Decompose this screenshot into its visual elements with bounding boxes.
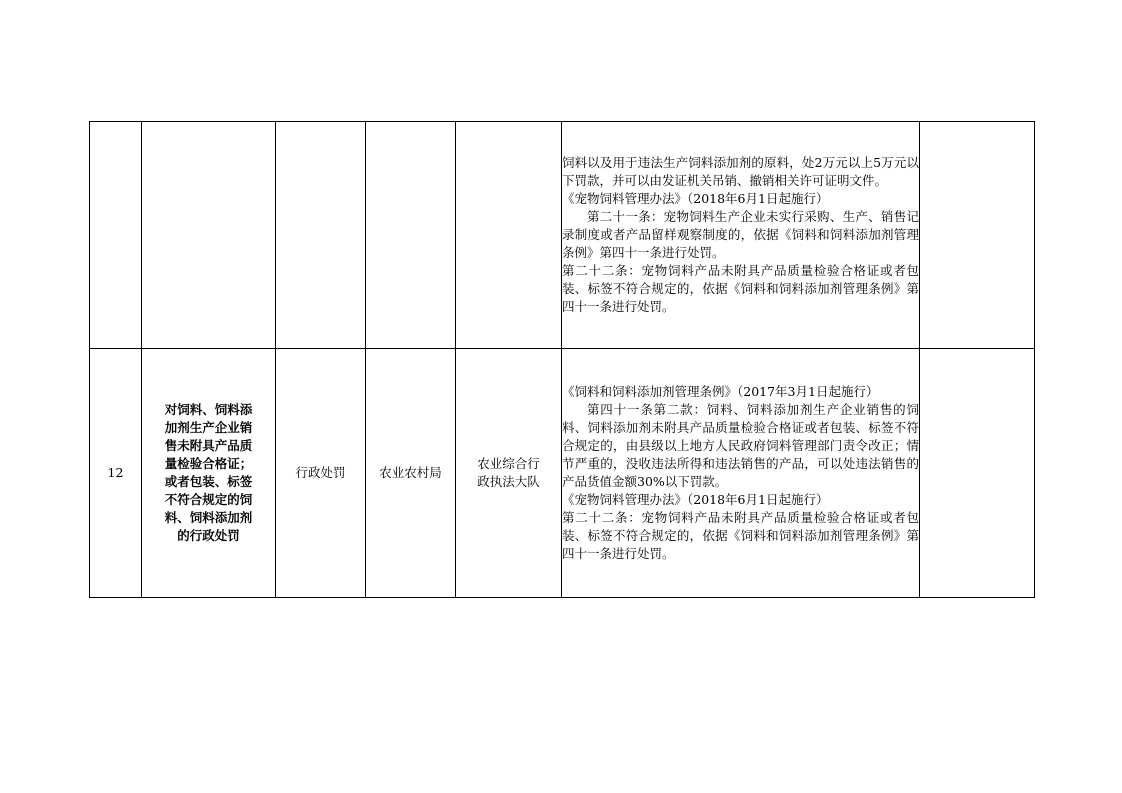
basis-paragraph: 第二十二条：宠物饲料产品未附具产品质量检验合格证或者包装、标签不符合规定的，依据《饲料和饲料添加剂管理条例》第四十一条进行处罚。	[562, 510, 919, 561]
item-executor	[456, 349, 562, 598]
item-name-line: 的行政处罚	[177, 528, 240, 543]
item-name-line: 量检验合格证；	[164, 456, 253, 471]
row-index	[90, 122, 142, 349]
item-name-line: 不符合规定的饲	[164, 492, 253, 507]
basis-paragraph: 《宠物饲料管理办法》（2018年6月1日起施行）	[562, 492, 829, 507]
table-row	[90, 349, 1035, 598]
item-category: 行政处罚	[276, 349, 366, 598]
item-category	[276, 122, 366, 349]
legal-basis	[562, 349, 920, 598]
basis-paragraph: 《饲料和饲料添加剂管理条例》（2017年3月1日起施行）	[562, 384, 879, 399]
item-remark	[920, 349, 1035, 598]
item-department: 农业农村局	[366, 349, 456, 598]
item-name-line: 或者包装、标签	[164, 474, 253, 489]
item-name-line: 加剂生产企业销	[164, 420, 253, 435]
basis-paragraph: 饲料以及用于违法生产饲料添加剂的原料，处2万元以上5万元以下罚款，并可以由发证机关吊销、撤销相关许可证明文件。	[562, 155, 919, 188]
row-index: 12	[90, 349, 142, 598]
item-executor	[456, 122, 562, 349]
table-row	[90, 122, 1035, 349]
item-remark	[920, 122, 1035, 349]
item-department	[366, 122, 456, 349]
item-name	[142, 122, 276, 349]
executor-line: 农业综合行	[477, 456, 540, 471]
legal-basis	[562, 122, 920, 349]
penalty-table	[89, 121, 1035, 598]
basis-paragraph: 《宠物饲料管理办法》（2018年6月1日起施行）	[562, 191, 829, 206]
item-name	[142, 349, 276, 598]
item-name-line: 料、饲料添加剂	[164, 510, 253, 525]
basis-paragraph: 第二十二条：宠物饲料产品未附具产品质量检验合格证或者包装、标签不符合规定的，依据《饲料和饲料添加剂管理条例》第四十一条进行处罚。	[562, 263, 919, 314]
basis-paragraph: 第四十一条第二款：饲料、饲料添加剂生产企业销售的饲料、饲料添加剂未附具产品质量检验合格证或者包装、标签不符合规定的，由县级以上地方人民政府饲料管理部门责令改正；情节严重的，没收违法所得和违法销售的产品，可以处违法销售的产品货值金额30%以下罚款。	[562, 402, 919, 489]
basis-paragraph: 第二十一条：宠物饲料生产企业未实行采购、生产、销售记录制度或者产品留样观察制度的，依据《饲料和饲料添加剂管理条例》第四十一条进行处罚。	[562, 209, 919, 260]
item-name-line: 售未附具产品质	[164, 438, 253, 453]
executor-line: 政执法大队	[477, 474, 540, 489]
item-name-line: 对饲料、饲料添	[164, 402, 253, 417]
